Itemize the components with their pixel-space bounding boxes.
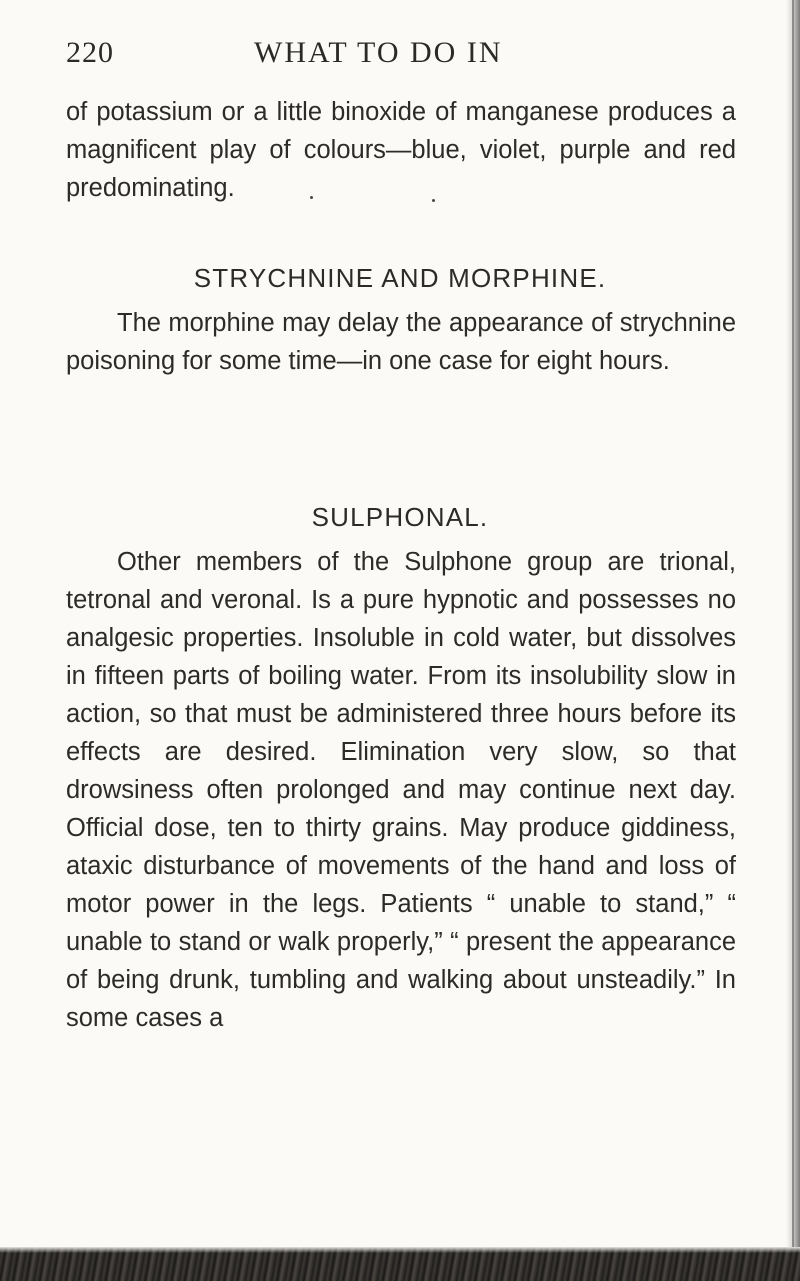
page-edge-line	[792, 0, 794, 1281]
running-title: WHAT TO DO IN	[254, 36, 503, 69]
running-head	[66, 36, 756, 76]
page-number: 220	[66, 36, 114, 69]
section-body-strychnine-morphine: The morphine may delay the appearance of strychnine poisoning for some time—in one case for eight hours.	[66, 309, 736, 375]
continued-paragraph: of potassium or a little binoxide of manganese produces a magnificent play of colours—blue, violet, purple and red predominating.	[66, 98, 736, 202]
separator-dot	[310, 196, 313, 199]
scan-bottom-edge	[0, 1247, 800, 1281]
section-heading-sulphonal: SULPHONAL.	[311, 502, 489, 532]
section-heading-strychnine-morphine: STRYCHNINE AND MORPHINE.	[193, 263, 607, 293]
separator-dots	[0, 194, 800, 206]
separator-dot	[432, 199, 435, 202]
section-body-sulphonal: Other members of the Sulphone group are trional, tetronal and veronal. Is a pure hypnotic and possesses no analgesic properties. Insoluble in cold water, but dissolves in fifteen parts of boiling water. From its insolubility slow in action, so that must be administered three hours before its effects are desired. Elimination very slow, so that drowsiness often prolonged and may continue next day. Official dose, ten to thirty grains. May produce giddiness, ataxic disturbance of movements of the hand and loss of motor power in the legs. Patients “ unable to stand,” “ unable to stand or walk properly,” “ present the appearance of being drunk, tumbling and walking about unsteadily.” In some cases a	[66, 548, 736, 1032]
